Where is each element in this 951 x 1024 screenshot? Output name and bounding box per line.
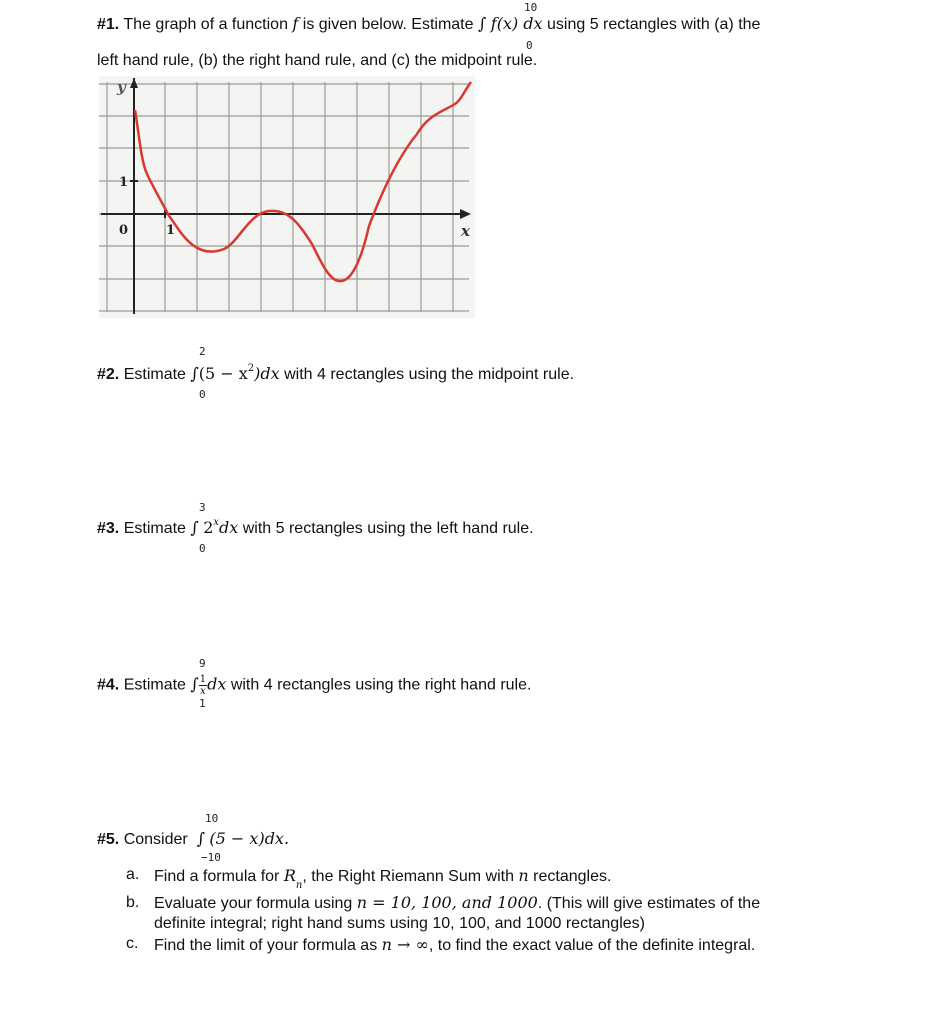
q2-line <box>97 364 574 384</box>
q3-exponent: x <box>213 517 220 528</box>
q3-dx: dx <box>219 518 239 537</box>
q5-a-rn-subscript: n <box>295 880 303 891</box>
q1-graph <box>99 76 475 318</box>
q5-a-text-c: rectangles. <box>528 868 612 885</box>
q5-lower-limit: −10 <box>201 851 221 864</box>
q1-lower-limit: 0 <box>526 39 533 52</box>
q2-text-b: with 4 rectangles using the midpoint rule. <box>279 366 575 383</box>
q1-line2: left hand rule, (b) the right hand rule, and (c) the midpoint rule. <box>97 52 538 69</box>
q4-line <box>97 674 531 697</box>
q1-number: #1. <box>97 16 120 33</box>
q5-text-a: Consider <box>119 831 193 848</box>
integral-sign: ∫ <box>190 364 199 383</box>
q2-integrand-a: (5 − x <box>198 364 248 383</box>
q2-text-a: Estimate <box>119 366 191 383</box>
q3-text-a: Estimate <box>119 520 191 537</box>
q5-a-rn: R <box>283 866 296 885</box>
origin-label: 0 <box>119 223 129 238</box>
q5-a-text-b: , the Right Riemann Sum with <box>302 868 519 885</box>
q5-a-n: n <box>518 866 529 885</box>
q5-b-line2: definite integral; right hand sums using 10, 100, and 1000 rectangles) <box>154 915 645 932</box>
q2-integrand-b: )dx <box>254 364 280 383</box>
list-marker: b. <box>126 894 140 911</box>
q5-c-text-b: , to find the exact value of the definite integral. <box>428 937 756 954</box>
q1-text-a: The graph of a function <box>119 16 293 33</box>
list-marker: a. <box>126 866 140 883</box>
q5-item-c <box>126 935 846 955</box>
integral-sign: ∫ <box>190 518 199 537</box>
q5-a-text-a: Find a formula for <box>154 868 284 885</box>
q3-number: #3. <box>97 520 120 537</box>
q5-integrand: (5 − x)dx. <box>209 829 290 848</box>
integral-sign: ∫ <box>477 14 487 33</box>
x-axis-label: x <box>461 222 470 240</box>
q4-fraction <box>199 674 207 697</box>
q5-b-text-b: . (This will give estimates of the <box>537 895 761 912</box>
x-tick-label: 1 <box>166 223 176 238</box>
q4-number: #4. <box>97 676 120 694</box>
q4-lower-limit: 1 <box>199 697 206 710</box>
q5-line <box>97 829 289 849</box>
q2-lower-limit: 0 <box>199 388 206 401</box>
q3-line <box>97 518 534 538</box>
integral-sign: ∫ <box>190 674 199 694</box>
q1-integrand: f(x) dx <box>490 14 543 33</box>
q1-upper-limit: 10 <box>524 1 538 14</box>
y-axis-label: y <box>117 78 126 96</box>
q4-text-a: Estimate <box>119 676 191 694</box>
list-marker: c. <box>126 935 139 952</box>
q2-exponent: 2 <box>247 363 255 374</box>
q3-upper-limit: 3 <box>199 501 206 514</box>
graph-background <box>99 76 475 318</box>
q1-text-b: is given below. Estimate <box>298 16 478 33</box>
q5-item-a <box>126 866 846 893</box>
q1-line1 <box>97 14 760 34</box>
q5-upper-limit: 10 <box>205 812 219 825</box>
q5-c-limit: n → ∞ <box>381 935 429 954</box>
q3-text-b: with 5 rectangles using the left hand rule. <box>238 520 534 537</box>
integral-sign: ∫ <box>196 829 205 848</box>
q5-items <box>126 866 846 955</box>
q5-number: #5. <box>97 831 120 848</box>
q4-fraction-numerator: 1 <box>199 674 207 685</box>
q4-upper-limit: 9 <box>199 657 206 670</box>
q1-function-name: f <box>292 14 299 33</box>
q5-b-text-a: Evaluate your formula using <box>154 895 357 912</box>
q4-dx: dx <box>207 674 227 694</box>
q5-b-n-values: n = 10, 100, and 1000 <box>356 893 538 912</box>
q4-fraction-denominator: x <box>200 686 206 697</box>
q1-text-c: using 5 rectangles with (a) the <box>542 16 761 33</box>
q3-lower-limit: 0 <box>199 542 206 555</box>
q2-upper-limit: 2 <box>199 345 206 358</box>
q4-text-b: with 4 rectangles using the right hand rule. <box>226 676 532 694</box>
q5-item-b <box>126 893 846 935</box>
y-tick-label: 1 <box>119 175 129 190</box>
q5-c-text-a: Find the limit of your formula as <box>154 937 382 954</box>
q3-base: 2 <box>203 518 214 537</box>
q2-number: #2. <box>97 366 120 383</box>
